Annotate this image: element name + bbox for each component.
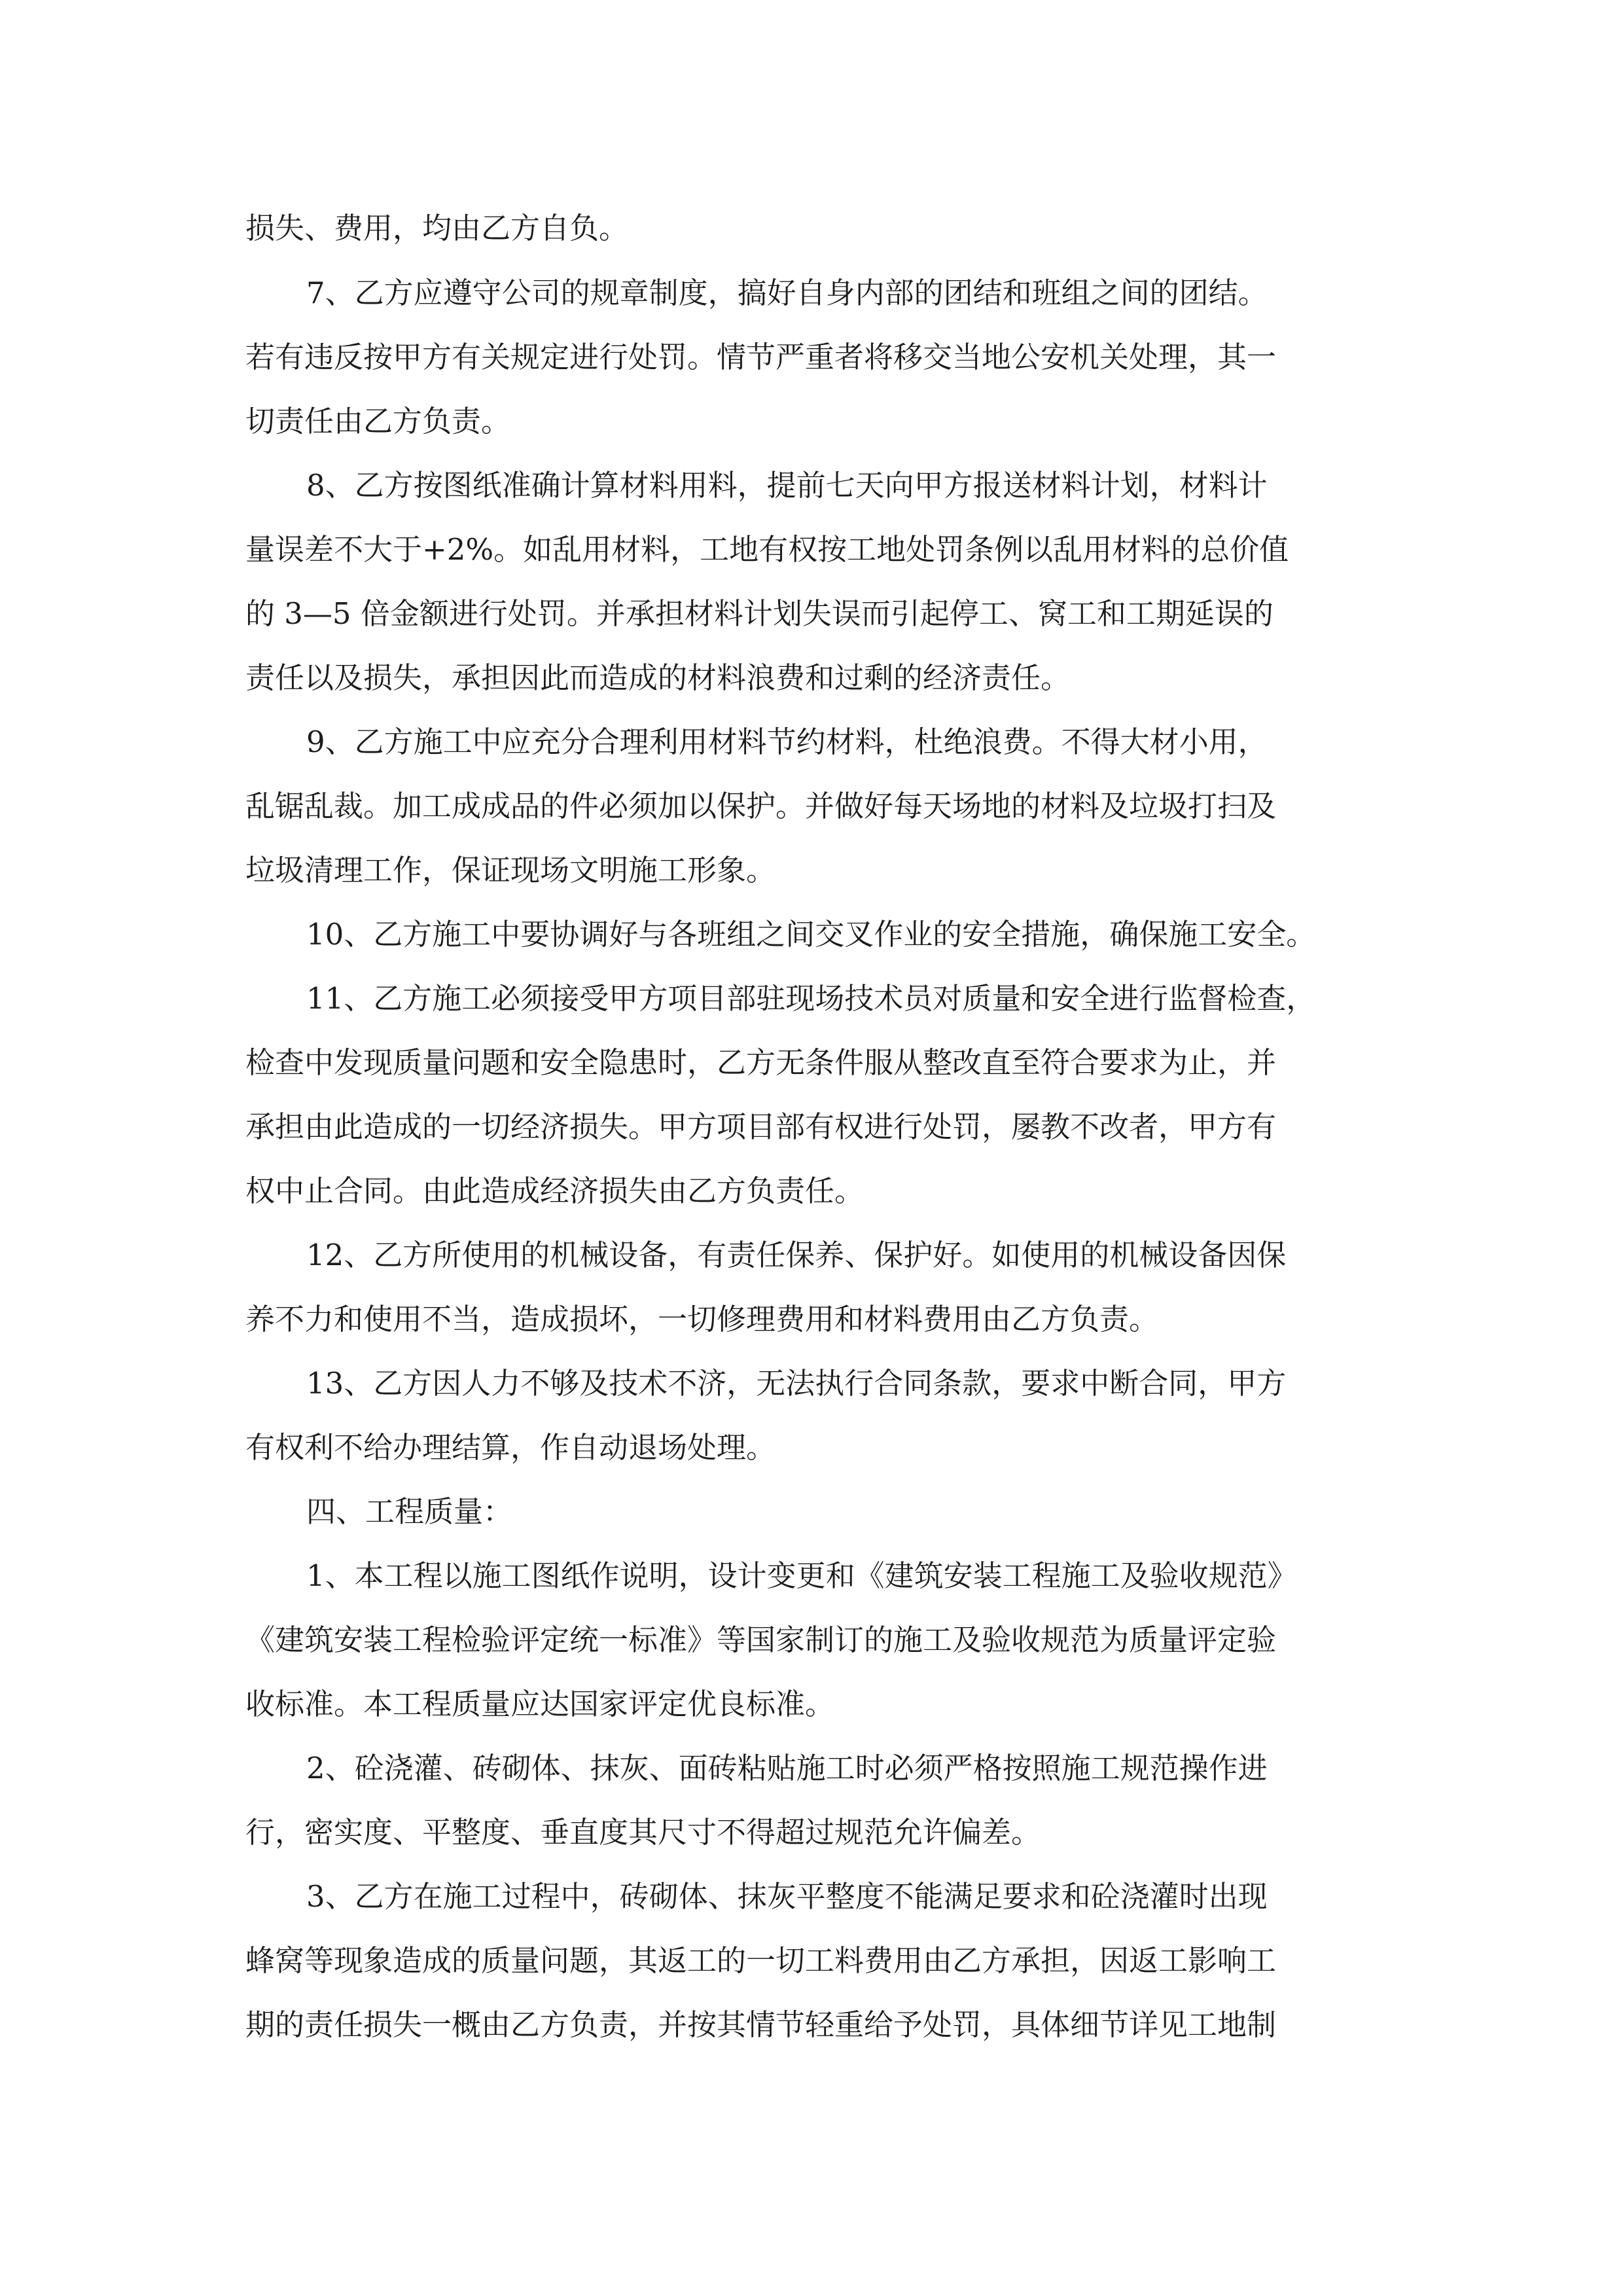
text-line: 《建筑安装工程检验评定统一标准》等国家制订的施工及验收规范为质量评定验 — [245, 1623, 1277, 1657]
text-line: 损失、费用，均由乙方自负。 — [245, 211, 629, 245]
text-line: 养不力和使用不当，造成损坏，一切修理费用和材料费用由乙方负责。 — [245, 1302, 1159, 1336]
paragraph-8-start: 8、乙方按图纸准确计算材料用料，提前七天向甲方报送材料计划，材料计 — [306, 468, 1268, 503]
quality-item-3-start: 3、乙方在施工过程中，砖砌体、抹灰平整度不能满足要求和砼浇灌时出现 — [306, 1879, 1268, 1914]
text-line: 收标准。本工程质量应达国家评定优良标准。 — [245, 1687, 835, 1721]
paragraph-9-start: 9、乙方施工中应充分合理利用材料节约材料，杜绝浪费。不得大材小用， — [306, 725, 1268, 759]
text-line: 的 3—5 倍金额进行处罚。并承担材料计划失误而引起停工、窝工和工期延误的 — [245, 596, 1274, 631]
text-line: 权中止合同。由此造成经济损失由乙方负责任。 — [245, 1174, 865, 1208]
paragraph-12-start: 12、乙方所使用的机械设备，有责任保养、保护好。如使用的机械设备因保 — [306, 1238, 1287, 1272]
section-heading-quality: 四、工程质量： — [306, 1494, 513, 1529]
quality-item-2-start: 2、砼浇灌、砖砌体、抹灰、面砖粘贴施工时必须严格按照施工规范操作进 — [306, 1751, 1268, 1785]
text-line: 乱锯乱裁。加工成成品的件必须加以保护。并做好每天场地的材料及垃圾打扫及 — [245, 789, 1277, 823]
text-line: 若有违反按甲方有关规定进行处罚。情节严重者将移交当地公安机关处理，其一 — [245, 340, 1277, 374]
quality-item-1-start: 1、本工程以施工图纸作说明，设计变更和《建筑安装工程施工及验收规范》 — [306, 1558, 1297, 1593]
paragraph-10: 10、乙方施工中要协调好与各班组之间交叉作业的安全措施，确保施工安全。 — [306, 917, 1316, 952]
text-line: 垃圾清理工作，保证现场文明施工形象。 — [245, 853, 776, 888]
paragraph-11-start: 11、乙方施工必须接受甲方项目部驻现场技术员对质量和安全进行监督检查， — [306, 981, 1316, 1016]
text-line: 行，密实度、平整度、垂直度其尺寸不得超过规范允许偏差。 — [245, 1815, 1041, 1850]
text-line: 检查中发现质量问题和安全隐患时，乙方无条件服从整改直至符合要求为止，并 — [245, 1045, 1277, 1080]
paragraph-13-start: 13、乙方因人力不够及技术不济，无法执行合同条款，要求中断合同，甲方 — [306, 1366, 1287, 1401]
text-line: 切责任由乙方负责。 — [245, 404, 511, 439]
paragraph-7-start: 7、乙方应遵守公司的规章制度，搞好自身内部的团结和班组之间的团结。 — [306, 276, 1268, 310]
text-line: 承担由此造成的一切经济损失。甲方项目部有权进行处罚，屡教不改者，甲方有 — [245, 1109, 1277, 1144]
text-line: 有权利不给办理结算，作自动退场处理。 — [245, 1430, 776, 1465]
text-line: 责任以及损失，承担因此而造成的材料浪费和过剩的经济责任。 — [245, 660, 1071, 695]
text-line: 量误差不大于+2%。如乱用材料，工地有权按工地处罚条例以乱用材料的总价值 — [245, 532, 1289, 567]
text-line: 期的责任损失一概由乙方负责，并按其情节轻重给予处罚，具体细节详见工地制 — [245, 2007, 1277, 2042]
text-line: 蜂窝等现象造成的质量问题，其返工的一切工料费用由乙方承担，因返工影响工 — [245, 1943, 1277, 1978]
